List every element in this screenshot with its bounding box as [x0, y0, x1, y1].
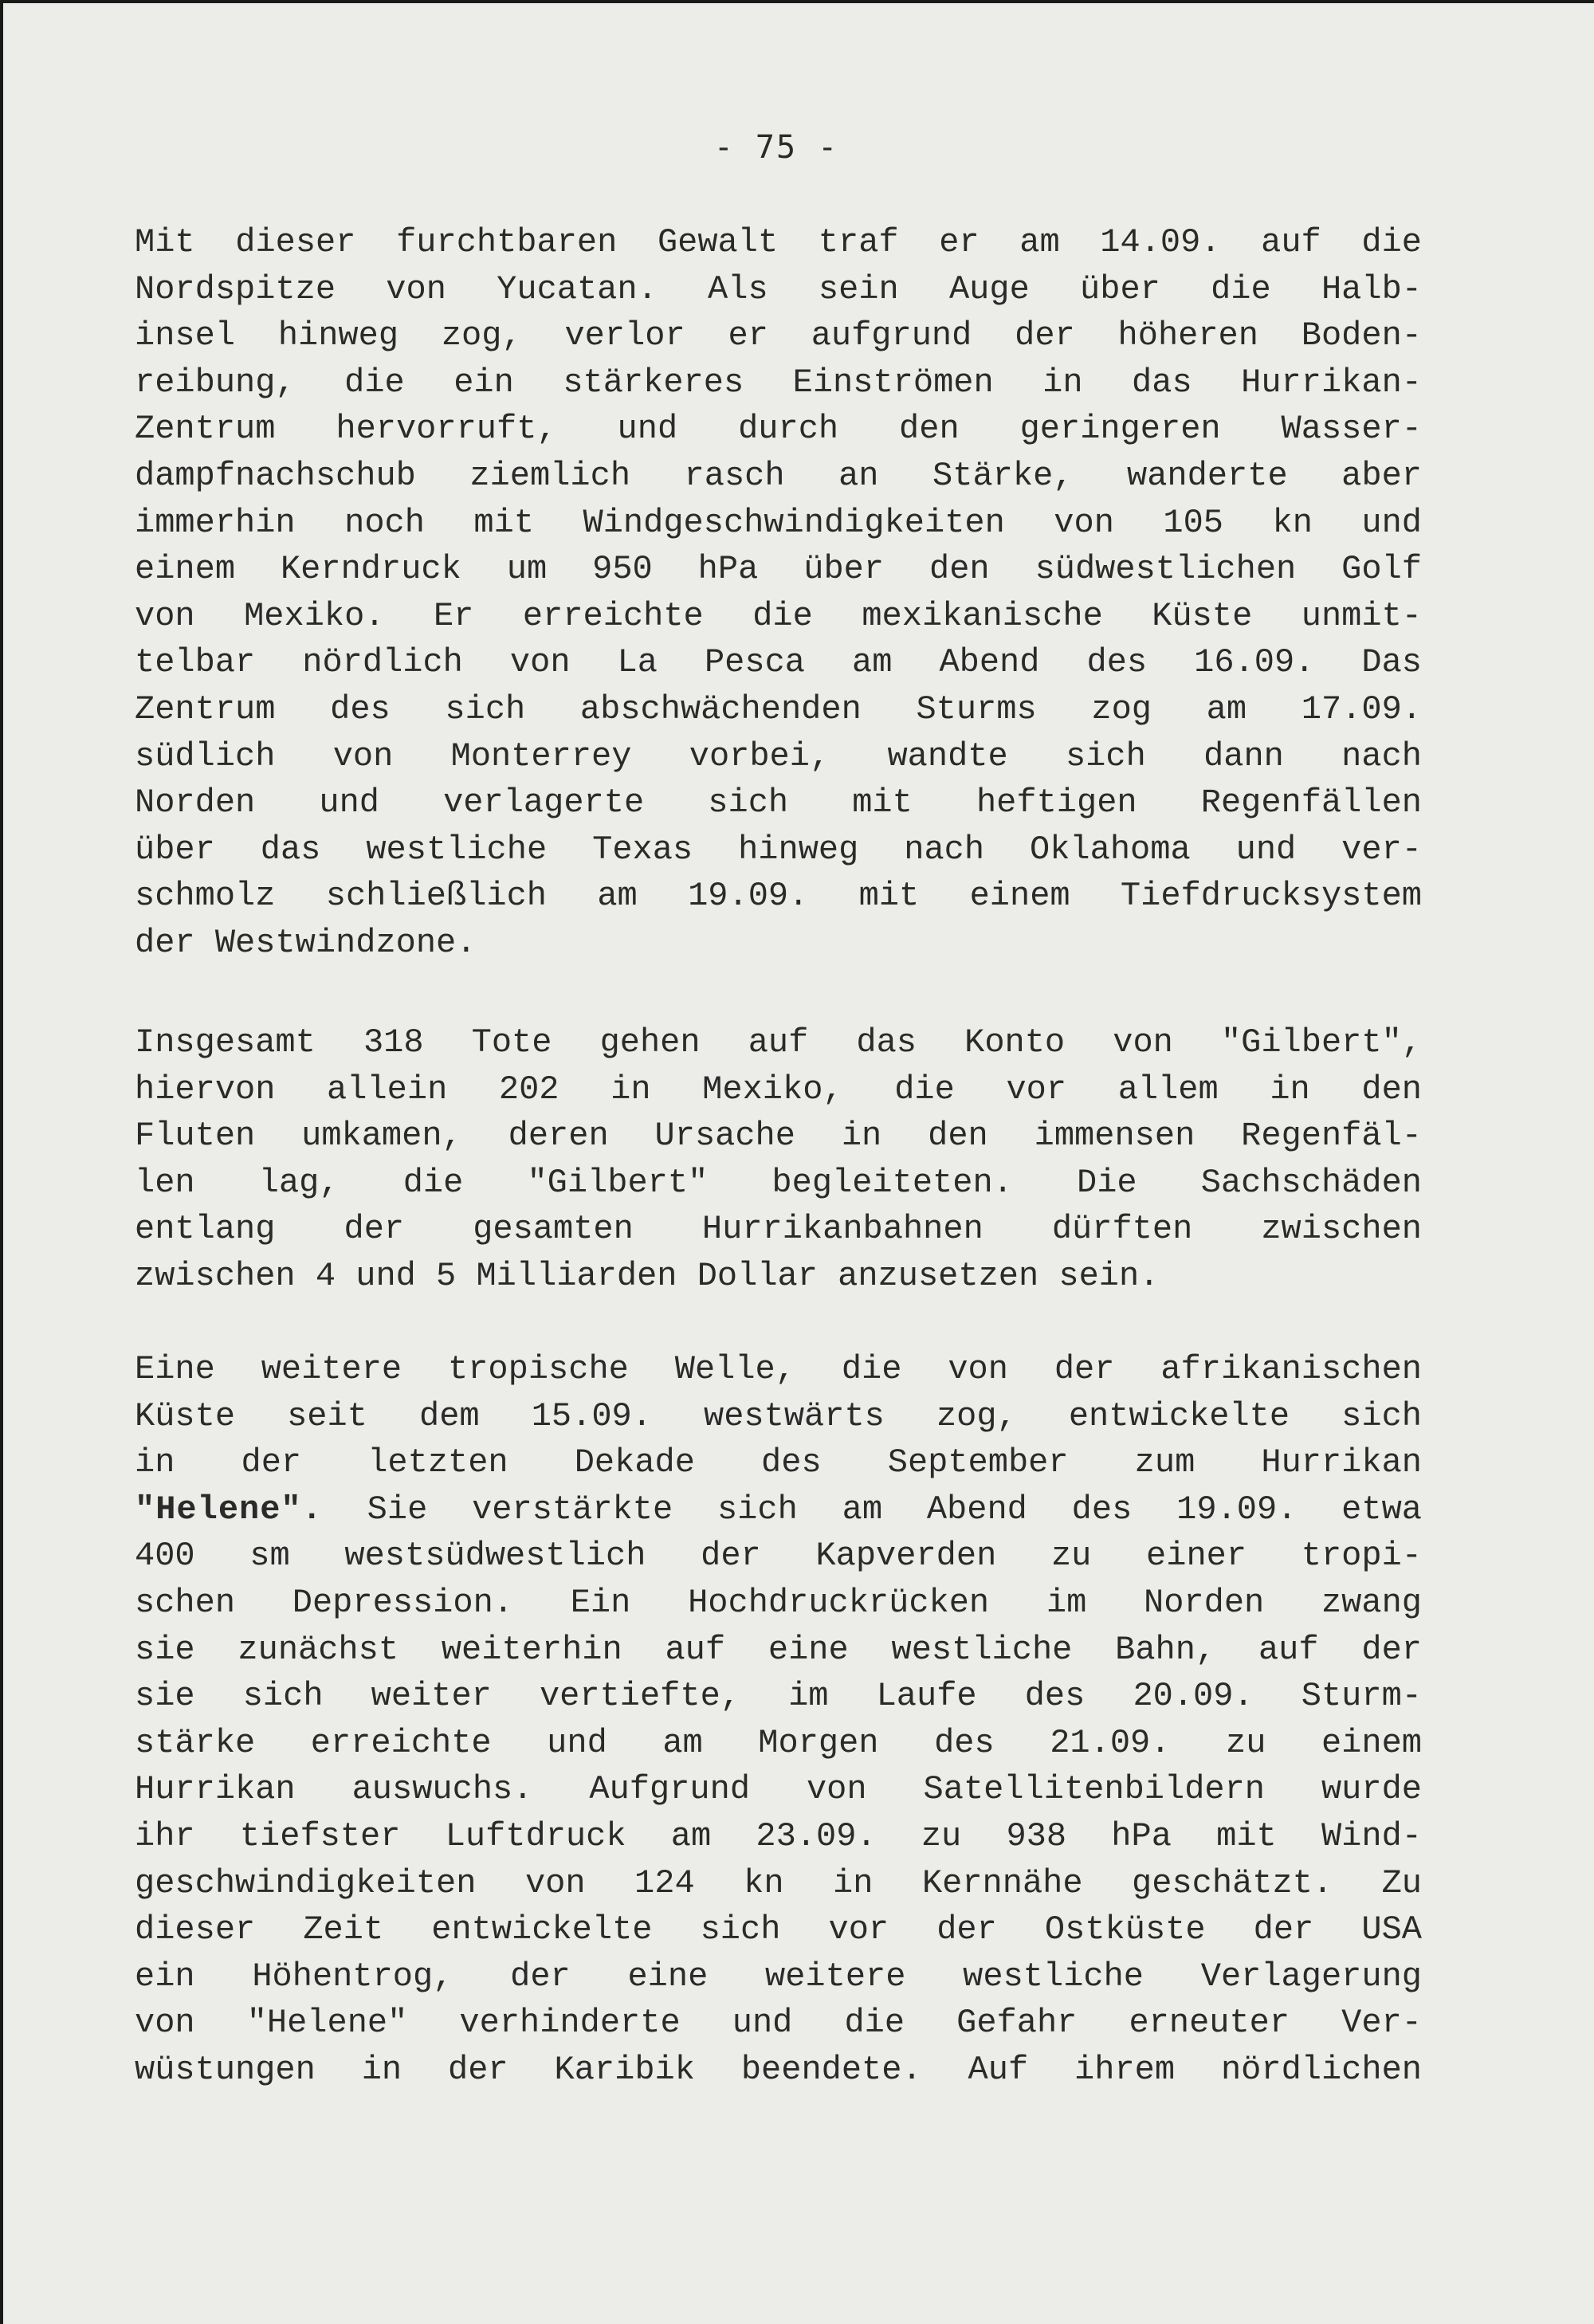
text-line: schmolz schließlich am 19.09. mit einem Tiefdrucksystem [135, 877, 1422, 916]
text-line: dieser Zeit entwickelte sich vor der Ostküste der USA [135, 1910, 1422, 1949]
text-line: schen Depression. Ein Hochdruckrücken im Norden zwang [135, 1583, 1422, 1622]
text-line: entlang der gesamten Hurrikanbahnen dürften zwischen [135, 1210, 1422, 1249]
paragraph-gilbert-damage [135, 1019, 1422, 1300]
text-line: reibung, die ein stärkeres Einströmen in das Hurrikan- [135, 363, 1422, 402]
text-line: len lag, die "Gilbert" begleiteten. Die Sachschäden [135, 1163, 1422, 1202]
page-number: - 75 - [713, 129, 839, 166]
text-line-remainder: Sie verstärkte sich am Abend des 19.09. etwa [367, 1490, 1422, 1529]
text-line: insel hinweg zog, verlor er aufgrund der höheren Boden- [135, 316, 1422, 355]
text-line: dampfnachschub ziemlich rasch an Stärke, wanderte aber [135, 456, 1422, 495]
text-line: von "Helene" verhinderte und die Gefahr erneuter Ver- [135, 2004, 1422, 2043]
text-line: Hurrikan auswuchs. Aufgrund von Satellitenbildern wurde [135, 1770, 1422, 1809]
text-line: Mit dieser furchtbaren Gewalt traf er am 14.09. auf die [135, 223, 1422, 261]
text-line: wüstungen in der Karibik beendete. Auf ihrem nördlichen [135, 2050, 1422, 2089]
text-line: sie sich weiter vertiefte, im Laufe des 20.09. Sturm- [135, 1677, 1422, 1716]
text-line: Fluten umkamen, deren Ursache in den immensen Regenfäl- [135, 1117, 1422, 1156]
text-line: Norden und verlagerte sich mit heftigen Regenfällen [135, 783, 1422, 822]
text-line: in der letzten Dekade des September zum Hurrikan [135, 1443, 1422, 1482]
text-line: über das westliche Texas hinweg nach Oklahoma und ver- [135, 830, 1422, 869]
text-line: Insgesamt 318 Tote gehen auf das Konto von "Gilbert", [135, 1023, 1422, 1062]
text-line: Zentrum hervorruft, und durch den geringeren Wasser- [135, 410, 1422, 449]
text-line: stärke erreichte und am Morgen des 21.09. zu einem [135, 1723, 1422, 1762]
text-line: ein Höhentrog, der eine weitere westliche Verlagerung [135, 1957, 1422, 1996]
text-line: von Mexiko. Er erreichte die mexikanische Küste unmit- [135, 596, 1422, 635]
text-line: immerhin noch mit Windgeschwindigkeiten von 105 kn und [135, 503, 1422, 542]
text-line: sie zunächst weiterhin auf eine westliche Bahn, auf der [135, 1630, 1422, 1669]
text-line-with-bold [135, 1486, 1422, 1533]
text-line: Eine weitere tropische Welle, die von der afrikanischen [135, 1350, 1422, 1388]
text-line: der Westwindzone. [135, 923, 477, 962]
text-line: zwischen 4 und 5 Milliarden Dollar anzusetzen sein. [135, 1256, 1160, 1295]
text-line: einem Kerndruck um 950 hPa über den südwestlichen Golf [135, 550, 1422, 589]
text-line: hiervon allein 202 in Mexiko, die vor allem in den [135, 1070, 1422, 1109]
bold-storm-name: "Helene". [135, 1490, 323, 1529]
text-line: geschwindigkeiten von 124 kn in Kernnähe geschätzt. Zu [135, 1863, 1422, 1902]
text-line: Küste seit dem 15.09. westwärts zog, entwickelte sich [135, 1396, 1422, 1435]
text-line: Zentrum des sich abschwächenden Sturms zog am 17.09. [135, 689, 1422, 728]
text-line: Nordspitze von Yucatan. Als sein Auge über die Halb- [135, 269, 1422, 308]
paragraph-gilbert-track [135, 219, 1422, 967]
text-line: südlich von Monterrey vorbei, wandte sich dann nach [135, 736, 1422, 775]
text-line: 400 sm westsüdwestlich der Kapverden zu einer tropi- [135, 1537, 1422, 1576]
paragraph-helene [135, 1346, 1422, 2094]
text-line: telbar nördlich von La Pesca am Abend des 16.09. Das [135, 643, 1422, 682]
text-line: ihr tiefster Luftdruck am 23.09. zu 938 hPa mit Wind- [135, 1816, 1422, 1855]
